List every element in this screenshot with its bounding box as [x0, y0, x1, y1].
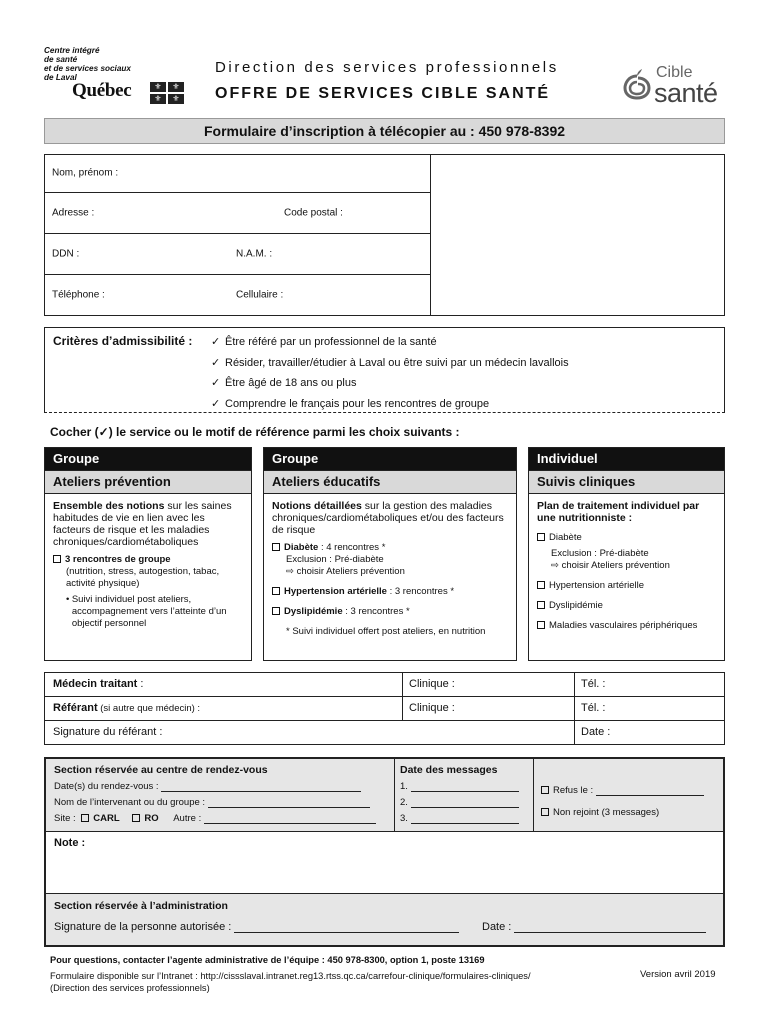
checkbox-icon[interactable]	[272, 587, 280, 595]
exclusion-text: Exclusion : Pré-diabète	[551, 548, 649, 559]
option-diabete[interactable]: Diabète : 4 rencontres *	[272, 542, 508, 554]
option-hypertension[interactable]: Hypertension artérielle : 3 rencontres *	[272, 586, 508, 598]
arrow-text: ⇨ choisir Ateliers prévention	[551, 560, 670, 571]
non-rejoint-option[interactable]: Non rejoint (3 messages)	[541, 807, 659, 818]
column-subheader: Suivis cliniques	[529, 470, 724, 494]
messages-title: Date des messages	[400, 764, 498, 776]
column-suivis-cliniques	[528, 447, 725, 661]
direction-info: (Direction des services professionnels)	[50, 983, 210, 993]
instruction-text: Cocher (✓) le service ou le motif de référence parmi les choix suivants :	[50, 425, 460, 439]
intranet-info: Formulaire disponible sur l’Intranet : http://cissslaval.intranet.reg13.rtss.qc.ca/carrefour-clinique/formulaires-cliniques/	[50, 971, 531, 981]
ddn-row[interactable]	[44, 234, 431, 275]
column-subheader: Ateliers éducatifs	[264, 470, 516, 494]
rdv-title: Section réservée au centre de rendez-vous	[54, 764, 268, 776]
column-header: Groupe	[45, 448, 251, 470]
name-row[interactable]	[44, 154, 431, 193]
checkbox-carl[interactable]	[81, 814, 89, 822]
exclusion-text: Exclusion : Pré-diabète	[286, 554, 384, 565]
address-label: Adresse :	[52, 207, 95, 219]
arrow-text: ⇨ choisir Ateliers prévention	[286, 566, 405, 577]
checkbox-icon[interactable]	[53, 555, 61, 563]
rendezvous-section	[44, 757, 725, 947]
bullet-icon: •	[66, 594, 70, 605]
admin-signature-field[interactable]: Signature de la personne autorisée :	[54, 921, 459, 933]
phone-row[interactable]	[44, 275, 431, 315]
column-ateliers-prevention	[44, 447, 252, 661]
checkbox-icon[interactable]	[272, 543, 280, 551]
option-hypertension[interactable]: Hypertension artérielle	[537, 580, 716, 592]
address-row[interactable]	[44, 193, 431, 234]
admin-title: Section réservée à l’administration	[54, 900, 228, 912]
checkmark-icon: ✓	[211, 357, 221, 369]
column-header: Individuel	[529, 448, 724, 470]
checkmark-icon: ✓	[211, 336, 221, 348]
logo-text-cible: Cible	[656, 64, 693, 81]
phone-label: Téléphone :	[52, 289, 105, 301]
organization-name: Centre intégré de santé et de services sociaux de Laval	[44, 46, 131, 82]
column-ateliers-educatifs	[263, 447, 517, 661]
column-intro: Notions détaillées sur la gestion des maladies chroniques/cardiométaboliques et/ou des facteurs de risque	[272, 500, 504, 536]
criteria-item: ✓ Comprendre le français pour les rencontres de groupe	[211, 398, 490, 410]
checkmark-icon: ✓	[211, 398, 221, 410]
checkbox-icon[interactable]	[541, 786, 549, 794]
option-dyslipidemie[interactable]: Dyslipidémie : 3 rencontres *	[272, 606, 508, 618]
note-field[interactable]	[54, 849, 714, 889]
quebec-flag-icon: ⚜ ⚜ ⚜ ⚜	[150, 82, 184, 104]
col-divider	[574, 673, 575, 744]
col-divider	[533, 759, 534, 831]
site-field[interactable]: Site : CARL RO Autre :	[54, 813, 376, 824]
bullet-item: • Suivi individuel post ateliers, accompagnement vers l’atteinte d’un objectif personnel	[66, 594, 227, 629]
column-intro: Plan de traitement individuel par une nutritionniste :	[537, 500, 700, 524]
column-intro: Ensemble des notions sur les saines habitudes de vie en lien avec les facteurs de risque et les maladies chroniques/cardiométaboliques	[53, 500, 232, 548]
checkmark-icon: ✓	[211, 377, 221, 389]
checkbox-icon[interactable]	[537, 581, 545, 589]
option-dyslipidemie[interactable]: Dyslipidémie	[537, 600, 716, 612]
quebec-logo-text: Québec	[72, 80, 132, 101]
signature-referant-field[interactable]: Signature du référant :	[53, 726, 163, 738]
fax-banner: Formulaire d’inscription à télécopier au : 450 978-8392	[44, 118, 725, 144]
checkbox-icon[interactable]	[537, 601, 545, 609]
clinique-field[interactable]: Clinique :	[409, 702, 455, 714]
option-3-rencontres[interactable]: 3 rencontres de groupe	[53, 554, 243, 566]
date-field[interactable]: Date :	[581, 726, 611, 738]
admin-date-field[interactable]: Date :	[482, 921, 706, 933]
criteria-label: Critères d’admissibilité :	[53, 334, 193, 348]
ddn-label: DDN :	[52, 248, 80, 260]
tel-field[interactable]: Tél. :	[581, 702, 606, 714]
row-divider	[45, 720, 724, 721]
option-detail: (nutrition, stress, autogestion, tabac, activité physique)	[66, 566, 220, 589]
cell-label: Cellulaire :	[236, 289, 284, 301]
logo-text-sante: santé	[654, 78, 718, 108]
column-header: Groupe	[264, 448, 516, 470]
checkbox-icon[interactable]	[541, 808, 549, 816]
postal-code-label: Code postal :	[284, 207, 343, 219]
column-subheader: Ateliers prévention	[45, 470, 251, 494]
col-divider	[394, 759, 395, 831]
message-3-field[interactable]: 3.	[400, 813, 519, 824]
version-label: Version avril 2019	[640, 969, 716, 980]
refus-field[interactable]: Refus le :	[541, 785, 704, 796]
referant-field[interactable]: Référant (si autre que médecin) :	[53, 702, 201, 714]
criteria-item: ✓ Résider, travailler/étudier à Laval ou être suivi par un médecin lavallois	[211, 357, 569, 369]
option-diabete[interactable]: Diabète	[537, 532, 716, 544]
offre-title: OFFRE DE SERVICES CIBLE SANTÉ	[215, 85, 551, 102]
message-2-field[interactable]: 2.	[400, 797, 519, 808]
direction-title: Direction des services professionnels	[215, 59, 559, 76]
tel-field[interactable]: Tél. :	[581, 678, 606, 690]
clinique-field[interactable]: Clinique :	[409, 678, 455, 690]
contact-info: Pour questions, contacter l’agente administrative de l’équipe : 450 978-8300, option 1, poste 13169	[50, 955, 485, 965]
medecin-field[interactable]: Médecin traitant :	[53, 678, 144, 690]
footnote: * Suivi individuel offert post ateliers, en nutrition	[286, 626, 486, 637]
criteria-item: ✓ Être âgé de 18 ans ou plus	[211, 377, 357, 389]
checkbox-ro[interactable]	[132, 814, 140, 822]
col-divider	[402, 673, 403, 720]
physician-table	[44, 672, 725, 745]
checkbox-icon[interactable]	[537, 621, 545, 629]
checkbox-icon[interactable]	[537, 533, 545, 541]
checkbox-icon[interactable]	[272, 607, 280, 615]
criteria-item: ✓ Être référé par un professionnel de la santé	[211, 336, 437, 348]
identity-fields	[44, 154, 431, 316]
name-label: Nom, prénom :	[52, 167, 119, 179]
option-maladies-vasculaires[interactable]: Maladies vasculaires périphériques	[537, 620, 716, 632]
note-label: Note :	[54, 837, 86, 849]
row-divider	[45, 696, 724, 697]
message-1-field[interactable]: 1.	[400, 781, 519, 792]
row-divider	[46, 831, 723, 832]
rdv-dates-field[interactable]: Date(s) du rendez-vous :	[54, 781, 361, 792]
nam-label: N.A.M. :	[236, 248, 273, 260]
cible-sante-logo-icon	[622, 68, 652, 100]
intervenant-field[interactable]: Nom de l’intervenant ou du groupe :	[54, 797, 370, 808]
